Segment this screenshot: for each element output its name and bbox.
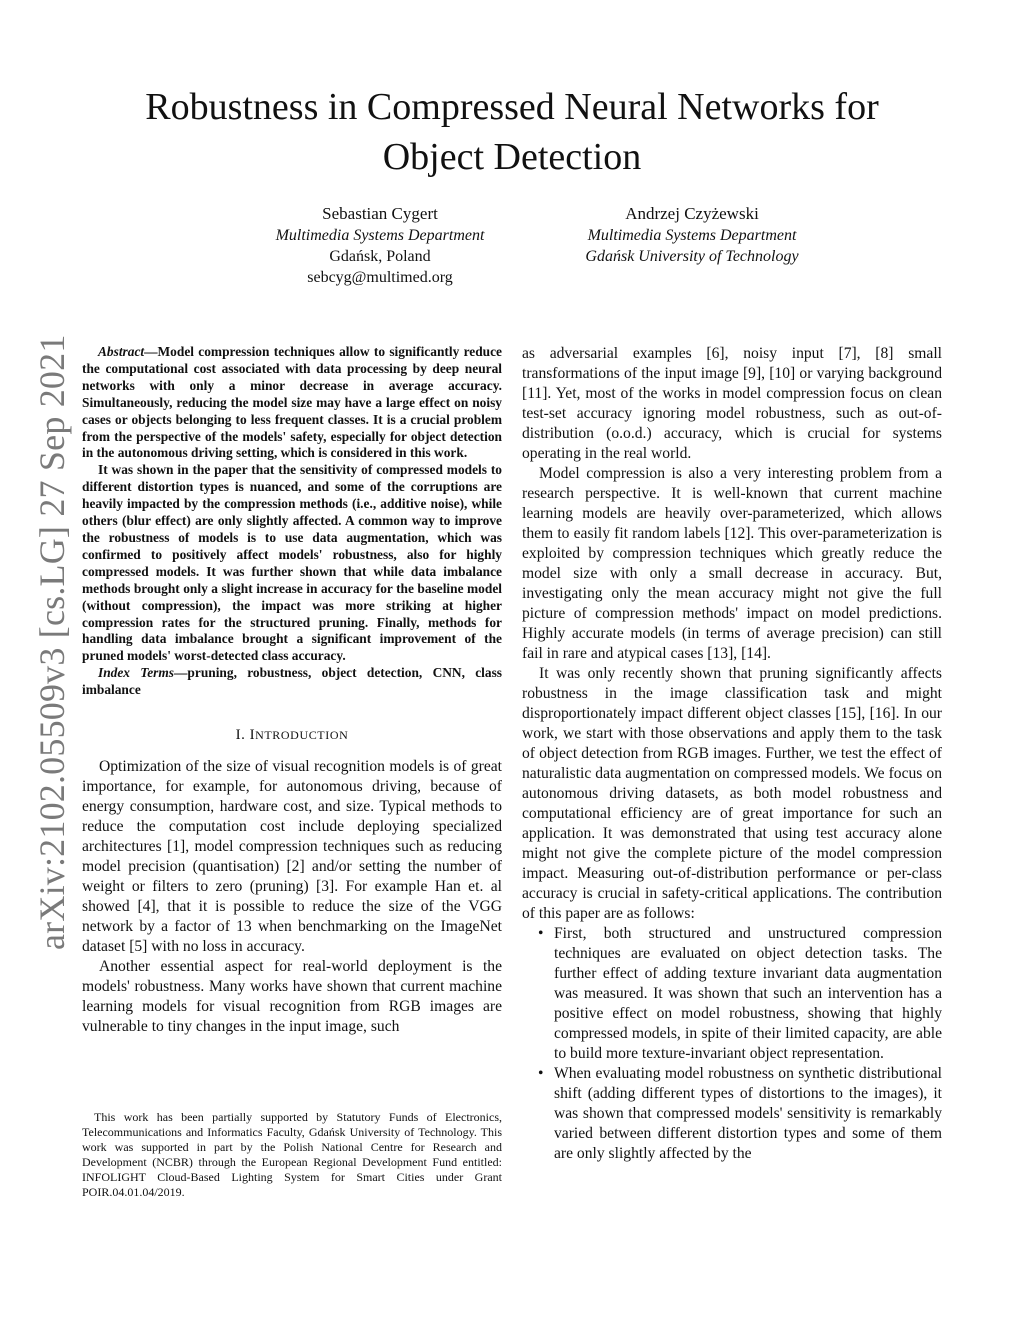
author-name: Sebastian Cygert bbox=[322, 204, 438, 223]
author-block-2 bbox=[542, 203, 842, 267]
left-column bbox=[82, 344, 502, 1037]
abstract-paragraph-1: Abstract—Model compression techniques allow to significantly reduce the computational cost associated with data processing by deep neural networks with only a minor decrease in average accuracy. Simultaneously, reducing the model size may have a large effect on noisy cases or objects belonging to less frequent classes. It is a crucial problem from the perspective of the models' safety, especially for object detection in the autonomous driving setting, which is considered in this work. bbox=[82, 344, 502, 461]
intro-paragraph-4: It was only recently shown that pruning significantly affects robustness in the image classification task and might disproportionately impact different object classes [15], [16]. In our work, we start with those observations and apply them to the task of object detection from RGB images. Further, we test the effect of naturalistic data augmentation on compressed models. We focus on autonomous driving datasets, as both model robustness and computational efficiency are of great importance for such an application. It was demonstrated that using test accuracy alone might not give the complete picture of the model compression impact. Measuring out-of-distribution performance or per-class accuracy is crucial in safety-critical applications. The contribution of this paper are as follows: bbox=[522, 665, 942, 922]
contribution-item-1: • First, both structured and unstructured compression techniques are evaluated on object detection tasks. The further effect of adding texture invariant data augmentation was measured. It was shown that such an intervention has a positive effect on model robustness, showing that highly compressed models, in spite of their limited capacity, are able to build more texture-invariant object representation. bbox=[554, 924, 942, 1064]
abstract-label: Abstract bbox=[98, 344, 145, 359]
author-block-1 bbox=[230, 203, 530, 288]
index-terms: Index Terms—pruning, robustness, object detection, CNN, class imbalance bbox=[82, 665, 502, 698]
contributions-list bbox=[522, 924, 942, 1164]
paper-title: Robustness in Compressed Neural Networks for Object Detection bbox=[145, 86, 879, 178]
intro-paragraph-2: Another essential aspect for real-world deployment is the models' robustness. Many works have shown that current machine learning models for visual recognition from RGB images are vulnerable to tiny changes in the input image, such bbox=[82, 958, 502, 1036]
intro-paragraph-3: Model compression is also a very interesting problem from a research perspective. It is well-known that current machine learning models are heavily over-parameterized, which allows them to easily fit random labels [12]. This over-parameterization is exploited by compression techniques which greatly reduce the model size with only a small decrease in accuracy. But, investigating only the mean accuracy might not give the full picture of compression methods' impact on model predictions. Highly accurate models (in terms of average precision) can still fail in rare and atypical cases [13], [14]. bbox=[522, 465, 942, 662]
index-terms-label: Index Terms bbox=[98, 665, 175, 681]
funding-footnote: This work has been partially supported by Statutory Funds of Electronics, Telecommunications and Informatics Faculty, Gdańsk University of Technology. This work was supported in part by the Polish National Centre for Research and Development (NCBR) through the European Regional Development Fund entitled: INFOLIGHT Cloud-Based Lighting System for Smart Cities under Grant POIR.04.01.04/2019. bbox=[82, 1110, 502, 1199]
author-location: Gdańsk, Poland bbox=[329, 248, 431, 265]
intro-paragraph-1: Optimization of the size of visual recognition models is of great importance, for example, for autonomous driving, because of energy consumption, hardware cost, and size. Typical methods to reduce the computation cost include deploying specialized architectures [1], model compression techniques such as reducing model precision (quantisation) [2] and/or setting the number of weight or filters to zero (pruning) [3]. For example Han et. al showed [4], that it is possible to reduce the size of the VGG network by a factor of 13 when benchmarking on the ImageNet dataset [5] with no loss in accuracy. bbox=[82, 758, 502, 956]
author-affiliation: Multimedia Systems Department bbox=[587, 227, 797, 244]
section-heading-introduction: I. INTRODUCTION bbox=[235, 727, 349, 744]
introduction-text bbox=[82, 757, 502, 1037]
contribution-item-2: • When evaluating model robustness on synthetic distributional shift (adding different types of distortions to the images), it was shown that compressed models' sensitivity is remarkably varied between different distortion types and some of them are only slightly affected by the bbox=[554, 1064, 942, 1164]
intro-paragraph-2-continued: as adversarial examples [6], noisy input [7], [8] small transformations of the input image [9], [10] or varying background [11]. Yet, most of the works in model compression focus on clean test-set accuracy ignoring model robustness, such as out-of-distribution (o.o.d.) accuracy, which is crucial for systems operating in the real world. bbox=[522, 345, 942, 462]
author-institution: Gdańsk University of Technology bbox=[585, 248, 799, 265]
abstract bbox=[82, 344, 502, 665]
author-affiliation: Multimedia Systems Department bbox=[275, 227, 485, 244]
abstract-paragraph-2: It was shown in the paper that the sensitivity of compressed models to different distortion types is nuanced, and some of the corruptions are heavily impacted by the compression methods (i.e., additive noise), while others (blur effect) are only slightly affected. A common way to improve the robustness of models is to use data augmentation, which was confirmed to positively affect models' robustness, also for highly compressed models. It was further shown that while data imbalance methods brought only a slight increase in accuracy for the baseline model (without compression), the impact was more striking at higher compression rates for the structured pruning. Finally, methods for handling data imbalance brought a significant improvement of the pruned models' worst-detected class accuracy. bbox=[82, 462, 502, 664]
arxiv-identifier: arXiv:2102.05509v3 [cs.LG] 27 Sep 2021 bbox=[32, 334, 72, 950]
right-column bbox=[522, 344, 942, 1164]
author-email[interactable]: sebcyg@multimed.org bbox=[307, 269, 453, 286]
author-name: Andrzej Czyżewski bbox=[625, 204, 759, 223]
